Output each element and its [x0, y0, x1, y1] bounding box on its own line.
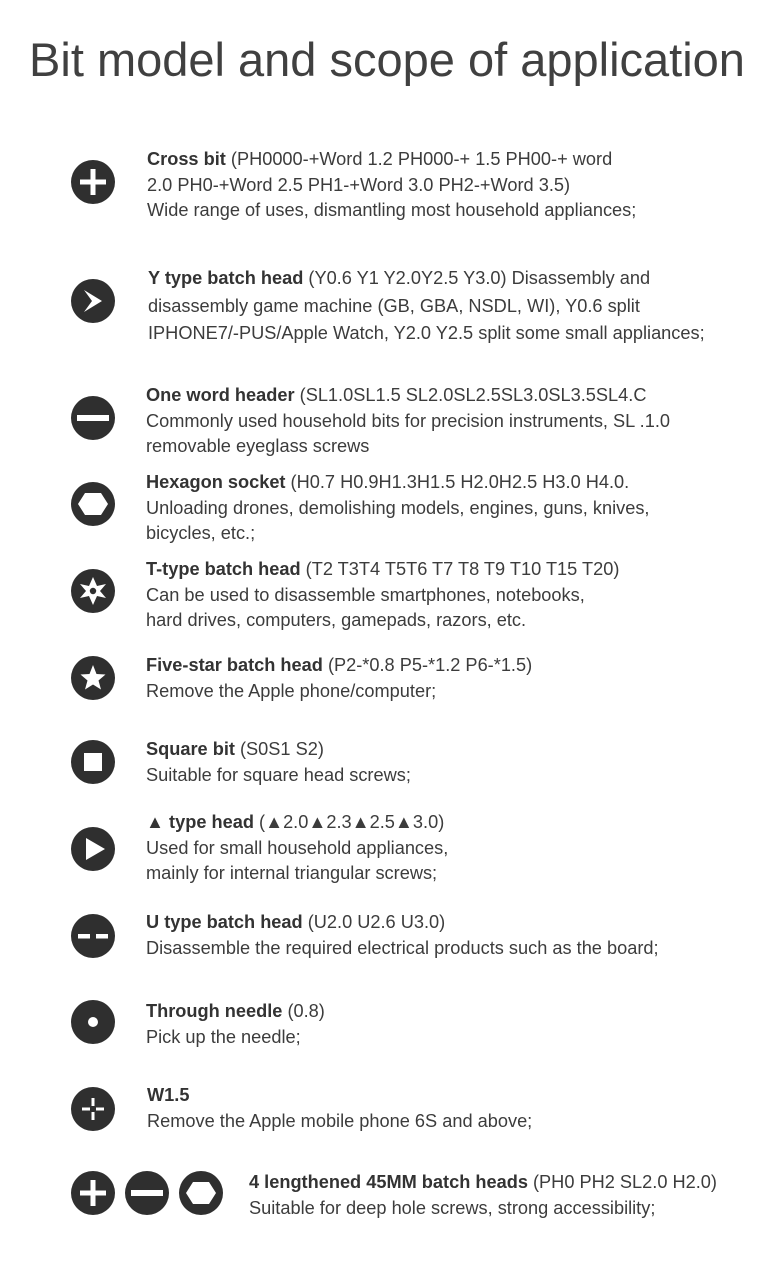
list-item [147, 1083, 532, 1134]
list-item [146, 470, 650, 547]
item-description: hard drives, computers, gamepads, razors, etc. [146, 610, 527, 630]
item-name: ▲ type head [146, 812, 254, 832]
item-spec: (PH0 PH2 SL2.0 H2.0) [527, 1172, 717, 1192]
item-spec: (H0.7 H0.9H1.3H1.5 H2.0H2.5 H3.0 H4.0. [285, 472, 630, 492]
list-item [146, 737, 411, 788]
list-item [146, 557, 619, 634]
hexagon-icon [71, 482, 115, 526]
phillips-cross-icon [71, 160, 115, 204]
w-tri-point-icon [71, 1087, 115, 1131]
item-description: removable eyeglass screws [146, 436, 370, 456]
item-spec: (U2.0 U2.6 U3.0) [302, 912, 446, 932]
item-description: Wide range of uses, dismantling most household appliances; [147, 200, 637, 220]
item-description: Unloading drones, demolishing models, engines, guns, knives, [146, 497, 650, 518]
needle-icon [71, 1000, 115, 1044]
item-name: U type batch head [146, 912, 303, 932]
list-item [146, 653, 532, 704]
hexagon-icon [179, 1171, 223, 1215]
item-spec: (0.8) [282, 1001, 325, 1021]
item-name: Hexagon socket [146, 472, 286, 492]
list-item [249, 1170, 717, 1221]
item-spec: (T2 T3T4 T5T6 T7 T8 T9 T10 T15 T20) [300, 559, 620, 579]
item-description: Remove the Apple phone/computer; [146, 680, 437, 701]
item-spec: (P2-*0.8 P5-*1.2 P6-*1.5) [322, 655, 533, 675]
item-description: Can be used to disassemble smartphones, notebooks, [146, 584, 585, 605]
slotted-icon [71, 396, 115, 440]
torx-icon [71, 569, 115, 613]
triangle-icon [71, 827, 115, 871]
item-description: disassembly game machine (GB, GBA, NSDL, WI), Y0.6 split [148, 295, 640, 316]
list-item [146, 383, 670, 460]
page-title: Bit model and scope of application [29, 33, 745, 86]
slotted-icon [125, 1171, 169, 1215]
item-description: Remove the Apple mobile phone 6S and above; [147, 1110, 533, 1131]
item-description: 2.0 PH0-+Word 2.5 PH1-+Word 3.0 PH2-+Word 3.5) [147, 174, 571, 195]
item-name: Y type batch head [148, 268, 304, 288]
item-description: Disassemble the required electrical products such as the board; [146, 937, 659, 958]
list-item [146, 810, 448, 887]
item-description: mainly for internal triangular screws; [146, 863, 438, 883]
item-description: Commonly used household bits for precision instruments, SL .1.0 [146, 410, 670, 431]
item-spec: (▲2.0▲2.3▲2.5▲3.0) [253, 812, 445, 832]
item-spec: (S0S1 S2) [234, 739, 324, 759]
square-icon [71, 740, 115, 784]
item-name: Through needle [146, 1001, 283, 1021]
list-item [146, 910, 659, 961]
item-description: bicycles, etc.; [146, 523, 256, 543]
u-type-icon [71, 914, 115, 958]
item-spec: (Y0.6 Y1 Y2.0Y2.5 Y3.0) Disassembly and [303, 268, 651, 288]
item-description: Pick up the needle; [146, 1026, 301, 1047]
list-item [146, 999, 325, 1050]
item-spec: (PH0000-+Word 1.2 PH000-+ 1.5 PH00-+ word [225, 149, 613, 169]
item-name: Cross bit [147, 149, 226, 169]
item-description: Suitable for deep hole screws, strong accessibility; [249, 1197, 656, 1218]
list-item [147, 147, 636, 224]
item-description: Suitable for square head screws; [146, 764, 411, 785]
item-name: Square bit [146, 739, 235, 759]
item-description: IPHONE7/-PUS/Apple Watch, Y2.0 Y2.5 split some small appliances; [148, 323, 705, 343]
item-name: 4 lengthened 45MM batch heads [249, 1172, 528, 1192]
item-spec: (SL1.0SL1.5 SL2.0SL2.5SL3.0SL3.5SL4.C [294, 385, 647, 405]
item-description: Used for small household appliances, [146, 837, 449, 858]
item-name: W1.5 [147, 1085, 190, 1105]
pentalobe-icon [71, 656, 115, 700]
item-name: Five-star batch head [146, 655, 323, 675]
item-name: T-type batch head [146, 559, 301, 579]
phillips-cross-icon [71, 1171, 115, 1215]
item-name: One word header [146, 385, 295, 405]
y-type-icon [71, 279, 115, 323]
list-item [148, 265, 705, 348]
